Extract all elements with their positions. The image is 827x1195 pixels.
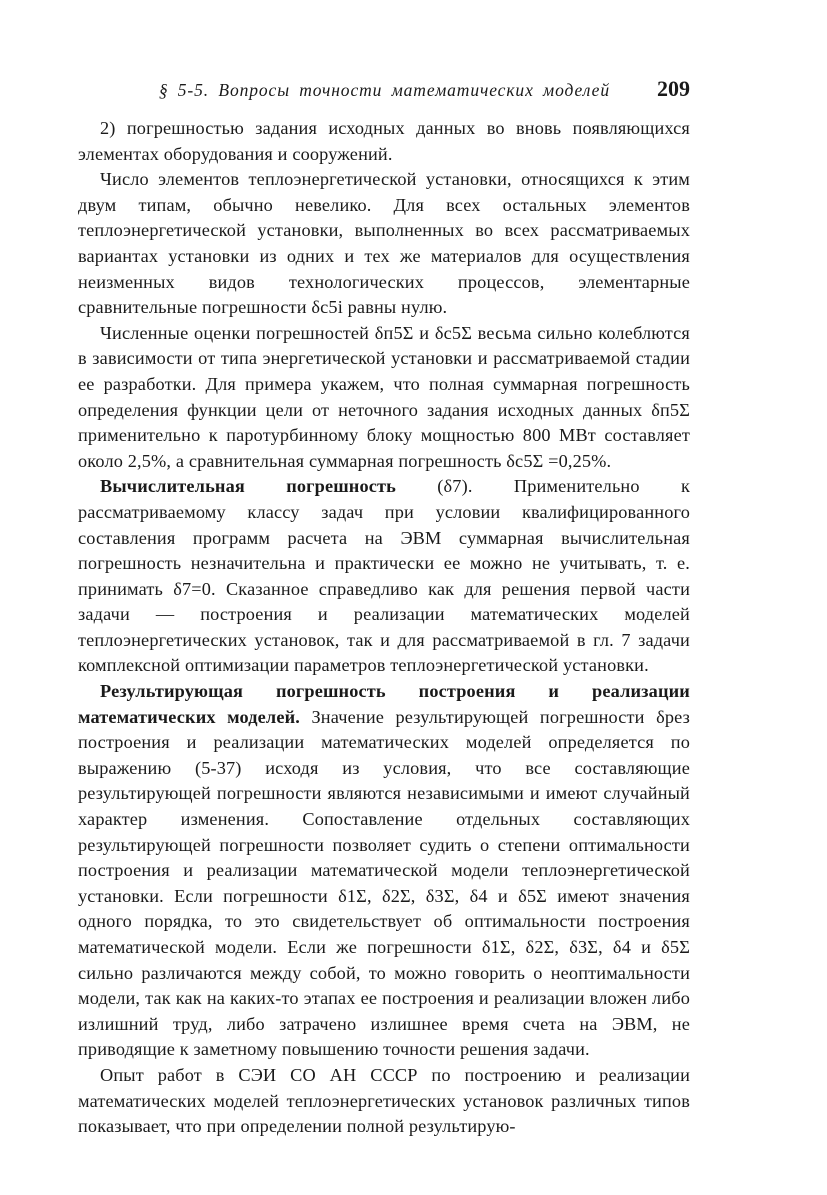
paragraph (78, 167, 690, 321)
paragraph-text: Опыт работ в СЭИ СО АН СССР по построению и реализации математических моделей теплоэнергетических установок различных типов показывает, что при определении полной результирую- (78, 1064, 690, 1137)
paragraph (78, 679, 690, 1063)
paragraph-text: Численные оценки погрешностей δп5Σ и δс5Σ весьма сильно колеблются в зависимости от типа энергетической установки и рассматриваемой стадии ее разработки. Для примера укажем, что полная суммарная погрешность определения функции цели от неточного задания исходных данных δп5Σ применительно к паротурбинному блоку мощностью 800 МВт составляет около 2,5%, а сравнительная суммарная погрешность δс5Σ =0,25%. (78, 322, 690, 471)
paragraph (78, 1063, 690, 1140)
paragraph-lead: Результирующая погрешность построения и реализации математических моделей. (78, 681, 690, 727)
paragraph-text: Значение результирующей погрешности δрез построения и реализации математических моделей определяется по выражению (5-37) исходя из условия, что все составляющие результирующей погрешности являются независимыми и имеют случайный характер изменения. Сопоставление отдельных составляющих результирующей погрешности позволяет судить о степени оптимальности построения и реализации математической модели теплоэнергетической установки. Если погрешности δ1Σ, δ2Σ, δ3Σ, δ4 и δ5Σ имеют значения одного порядка, то это свидетельствует об оптимальности построения математической модели. Если же погрешности δ1Σ, δ2Σ, δ3Σ, δ4 и δ5Σ сильно различаются между собой, то можно говорить о неоптимальности модели, так как на каких-то этапах ее построения и реализации вложен либо излишний труд, либо затрачено излишнее время счета на ЭВМ, не приводящие к заметному повышению точности решения задачи. (78, 706, 691, 1060)
section-title: § 5-5. Вопросы точности математических моделей (158, 80, 610, 100)
paragraph-lead: Вычислительная погрешность (100, 476, 396, 497)
body-text (78, 116, 690, 1140)
paragraph (78, 474, 690, 679)
paragraph-text: 2) погрешностью задания исходных данных во вновь появляющихся элементах оборудования и сооружений. (78, 118, 690, 164)
paragraph-text: Число элементов теплоэнергетической установки, относящихся к этим двум типам, обычно невелико. Для всех остальных элементов теплоэнергетической установки, выполненных во всех рассматриваемых вариантах установки из одних и тех же материалов для осуществления неизменных видов технологических процессов, элементарные сравнительные погрешности δс5i равны нулю. (78, 169, 690, 318)
book-page (78, 76, 690, 1140)
paragraph (78, 321, 690, 475)
page-number: 209 (657, 76, 690, 101)
running-header (78, 76, 690, 106)
paragraph-text: (δ7). Применительно к рассматриваемому классу задач при условии квалифицированного составления программ расчета на ЭВМ суммарная вычислительная погрешность незначительна и практически ее можно не учитывать, т. е. принимать δ7=0. Сказанное справедливо как для решения первой части задачи — построения и реализации математических моделей теплоэнергетических установок, так и для рассматриваемой в гл. 7 задачи комплексной оптимизации параметров теплоэнергетической установки. (78, 476, 690, 676)
paragraph (78, 116, 690, 167)
